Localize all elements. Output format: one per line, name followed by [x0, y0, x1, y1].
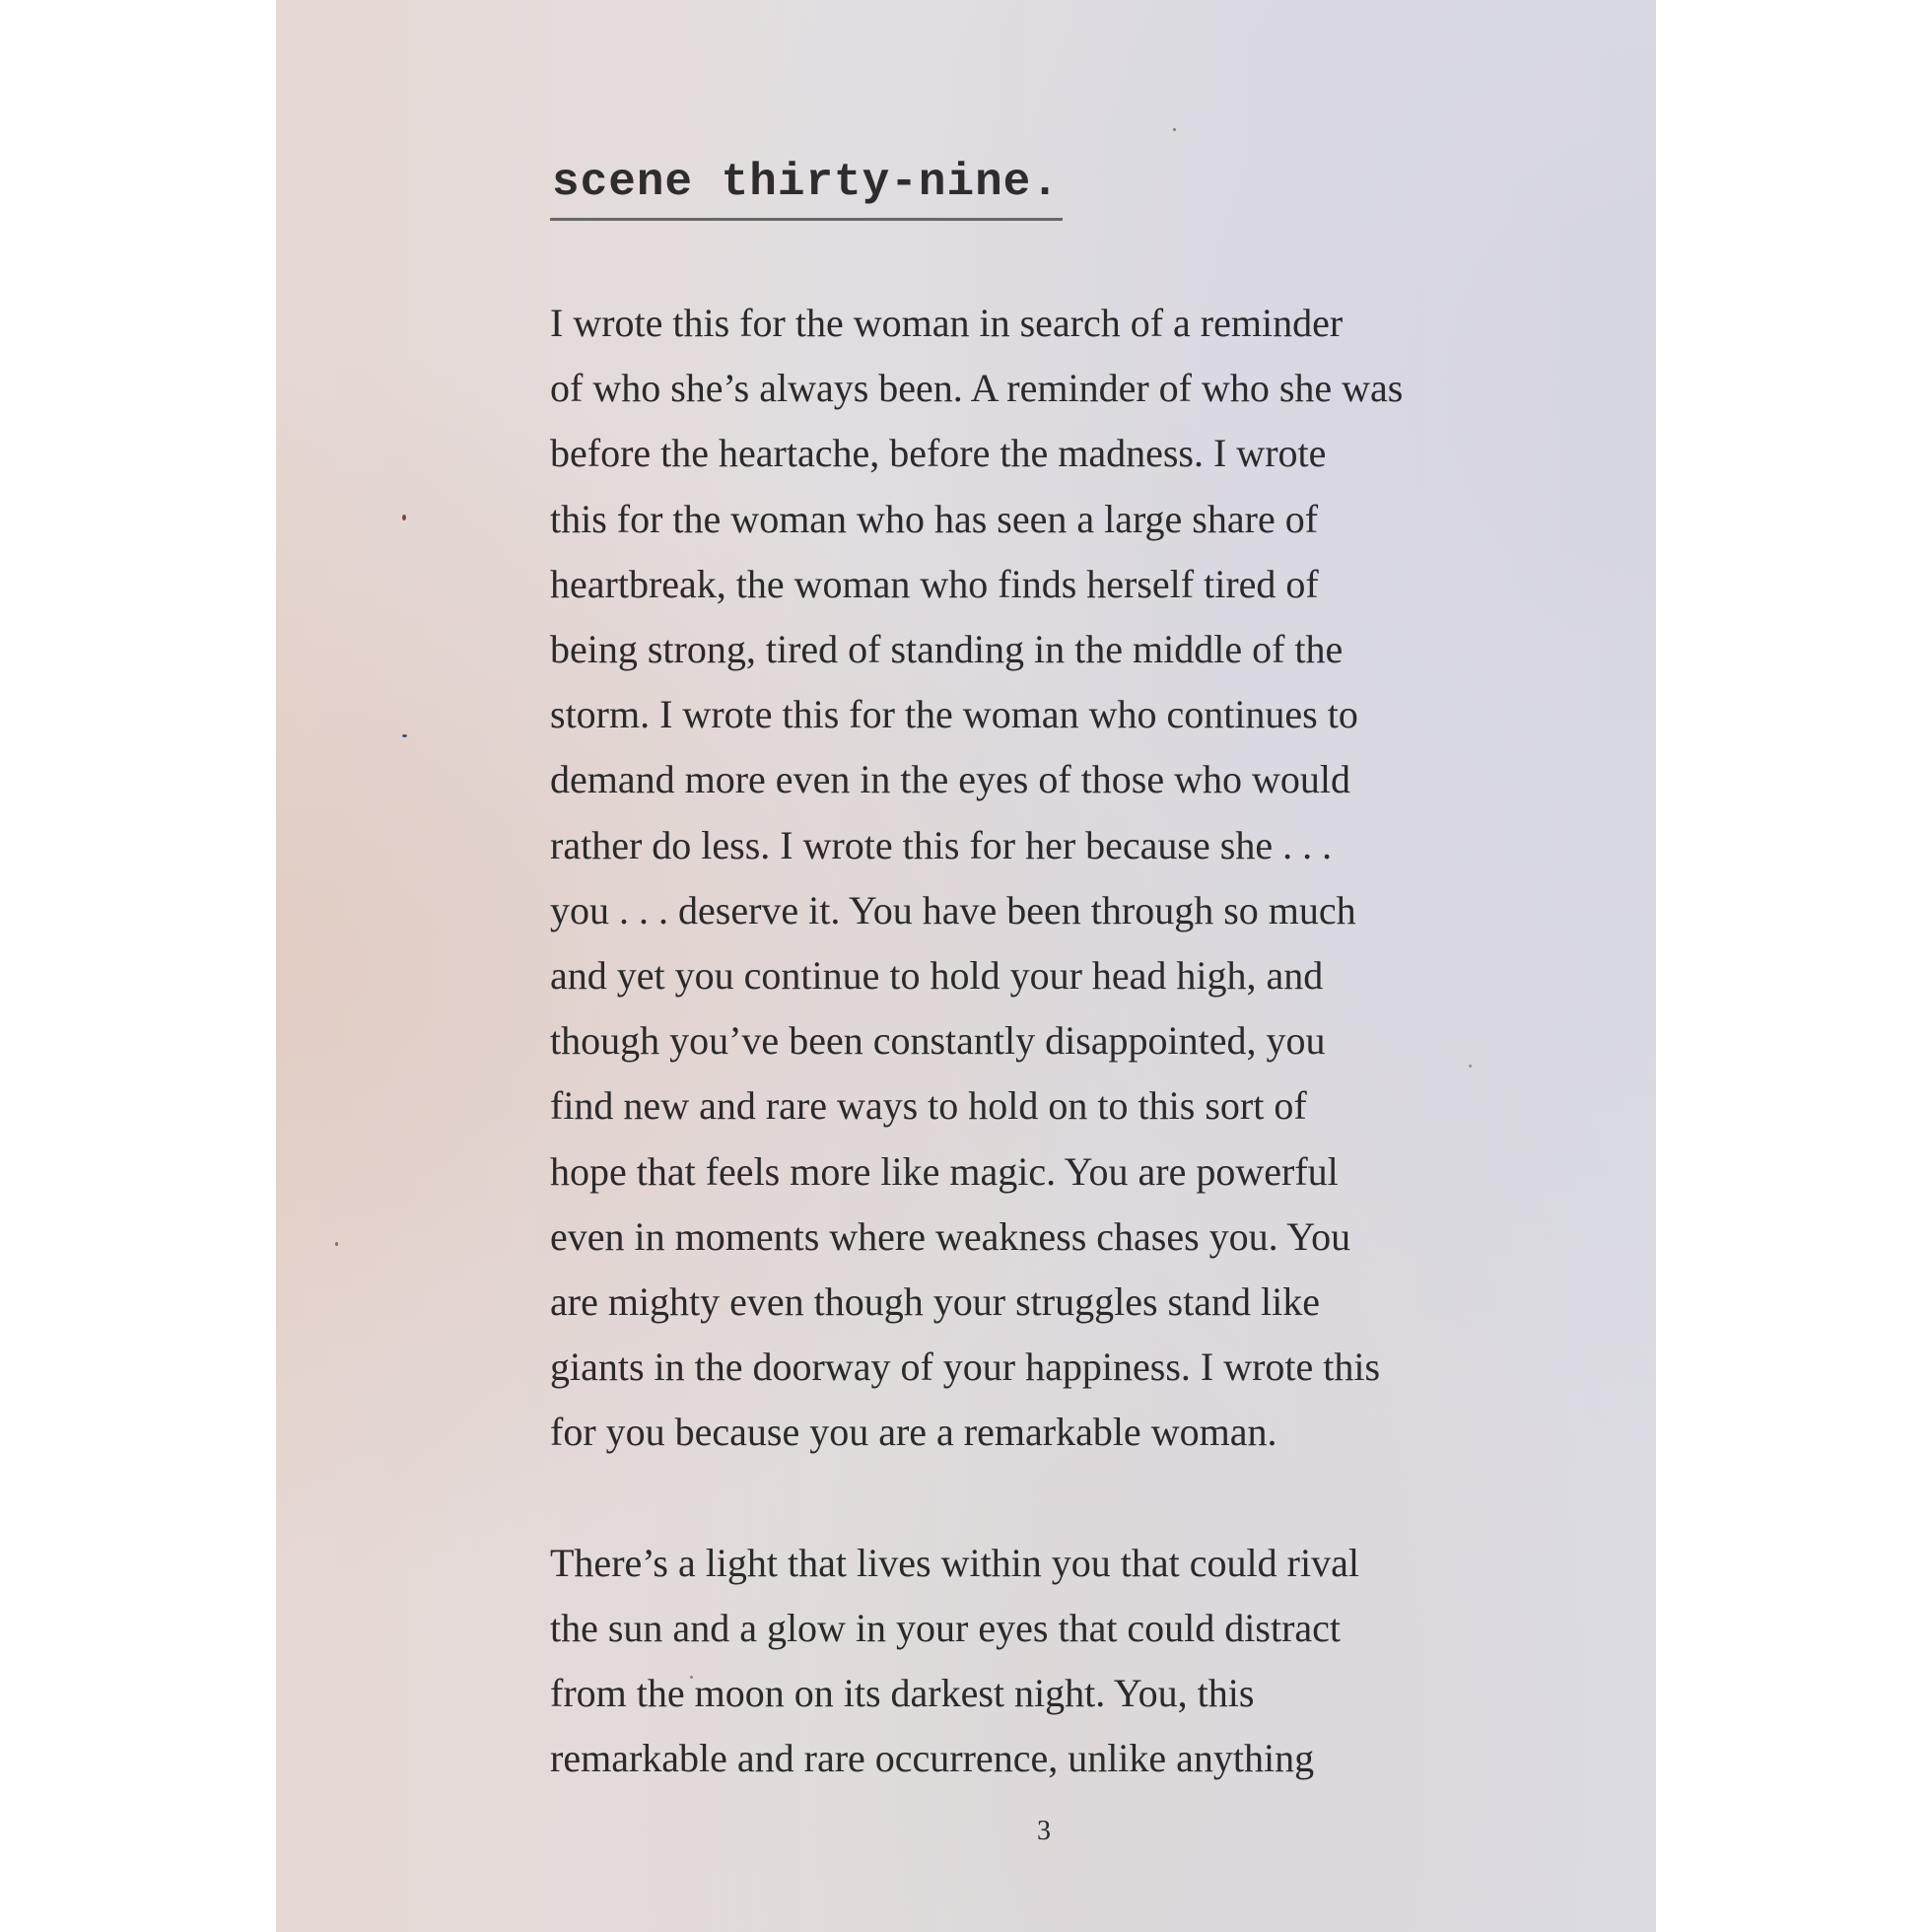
body-text	[550, 291, 1536, 1791]
text-line: I wrote this for the woman in search of a reminder	[550, 301, 1344, 345]
text-line: even in moments where weakness chases you. You	[550, 1213, 1351, 1259]
text-line: being strong, tired of standing in the middle of the	[550, 627, 1344, 672]
text-line: from the moon on its darkest night. You, this	[550, 1671, 1255, 1716]
text-line: the sun and a glow in your eyes that could distract	[550, 1605, 1342, 1650]
section-title: scene thirty-nine.	[552, 157, 1060, 208]
text-line: giants in the doorway of your happiness. I wrote this	[550, 1345, 1381, 1390]
text-line: though you’ve been constantly disappointed, you	[550, 1018, 1326, 1064]
paper-speck	[402, 734, 407, 737]
text-line: demand more even in the eyes of those who would	[550, 757, 1351, 802]
title-underline	[550, 218, 1063, 221]
text-line: hope that feels more like magic. You are powerful	[550, 1148, 1339, 1194]
text-line: for you because you are a remarkable woman.	[550, 1410, 1277, 1455]
page-number: 3	[1037, 1816, 1051, 1846]
text-line: you . . . deserve it. You have been through so much	[550, 887, 1356, 932]
text-line: remarkable and rare occurrence, unlike anything	[550, 1736, 1315, 1781]
paper-speck	[1173, 128, 1176, 131]
text-line: There’s a light that lives within you that could rival	[550, 1540, 1359, 1585]
paper-speck	[402, 515, 406, 520]
paragraph	[550, 1531, 1536, 1792]
text-line: before the heartache, before the madness. I wrote	[550, 431, 1327, 476]
paper-speck	[335, 1242, 338, 1246]
text-line: heartbreak, the woman who finds herself tired of	[550, 561, 1319, 606]
text-line: find new and rare ways to hold on to this sort of	[550, 1083, 1307, 1129]
section-heading	[550, 158, 1063, 221]
text-line: are mighty even though your struggles stand like	[550, 1279, 1320, 1325]
book-page	[276, 0, 1656, 1932]
text-line: and yet you continue to hold your head high, and	[550, 953, 1324, 999]
paragraph-gap	[550, 1466, 1536, 1531]
paragraph	[550, 291, 1536, 1466]
text-line: of who she’s always been. A reminder of who she was	[550, 366, 1404, 411]
text-line: storm. I wrote this for the woman who continues to	[550, 692, 1358, 737]
text-line: rather do less. I wrote this for her because she . . .	[550, 822, 1333, 867]
text-line: this for the woman who has seen a large share of	[550, 496, 1319, 541]
